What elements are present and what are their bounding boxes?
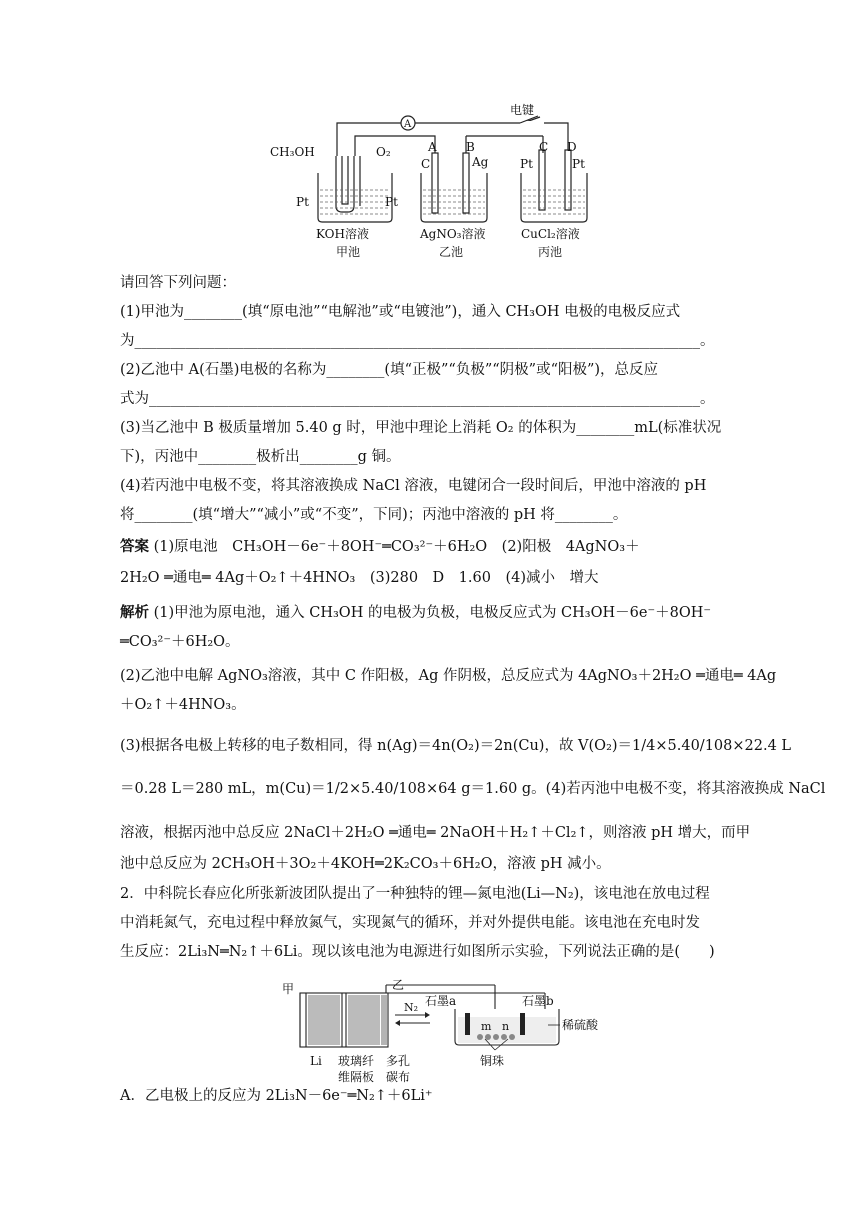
jia-label: 甲 [282, 982, 295, 996]
o2-label: O₂ [376, 145, 391, 159]
n2-label: N₂ [404, 1001, 419, 1014]
pool-yi-label: 乙池 [439, 245, 464, 259]
question-line: 将________(填“增大”“减小”或“不变”，下同)；丙池中溶液的 pH 将________。 [120, 507, 628, 523]
pt-right-label: Pt [385, 195, 398, 209]
analysis-line: 池中总反应为 2CH₃OH＋3O₂＋4KOH═2K₂CO₃＋6H₂O，溶液 pH 减小。 [120, 856, 611, 872]
question-line: 式为____________________________________________________________________________。 [120, 391, 715, 407]
analysis-label: 解析 [120, 605, 149, 621]
koh-solution-label: KOH溶液 [316, 227, 369, 241]
answer-label: 答案 [120, 539, 149, 555]
analysis-line: (3)根据各电极上转移的电子数相同，得 n(Ag)＝4n(O₂)＝2n(Cu)，故 V(O₂)＝1/4×5.40/108×22.4 L [120, 738, 792, 754]
question2-line: 生反应：2Li₃N═N₂↑＋6Li。现以该电池为电源进行如图所示实验，下列说法正确的是( ) [120, 944, 715, 960]
carbon-cloth-label-2: 碳布 [386, 1070, 411, 1084]
graphite-a-label: 石墨a [425, 994, 457, 1008]
m-label: m [481, 1020, 492, 1033]
answer-line-2: 2H₂O ═通电═ 4Ag＋O₂↑＋4HNO₃ (3)280 D 1.60 (4)减小 增大 [120, 570, 599, 586]
question-line: 下)，丙池中________极析出________g 铜。 [120, 449, 401, 465]
question-line: (3)当乙池中 B 极质量增加 5.40 g 时，甲池中理论上消耗 O₂ 的体积为________mL(标准状况 [120, 420, 722, 436]
answer-line [120, 539, 750, 556]
agno3-solution-label: AgNO₃溶液 [420, 227, 486, 241]
yi-label: 乙 [392, 978, 405, 992]
glass-fiber-label-2: 维隔板 [338, 1070, 375, 1084]
analysis-line: ＝0.28 L＝280 mL，m(Cu)＝1/2×5.40/108×64 g＝1.60 g。(4)若丙池中电极不变，将其溶液换成 NaCl [120, 781, 826, 797]
analysis-line [120, 605, 750, 622]
ag-label: Ag [472, 155, 489, 169]
electrode-c-label: C [539, 140, 549, 154]
pool-bing-label: 丙池 [538, 245, 563, 259]
question-line: 请回答下列问题： [120, 275, 236, 291]
glass-fiber-label-1: 玻璃纤 [338, 1054, 375, 1068]
question-line: 为______________________________________________________________________________。 [120, 333, 715, 349]
pt-c-label: Pt [520, 157, 533, 171]
question-line: (1)甲池为________(填“原电池”“电解池”或“电镀池”)，通入 CH₃OH 电极的电极反应式 [120, 304, 681, 320]
electrode-b-label: B [466, 140, 475, 154]
ch3oh-label: CH₃OH [270, 145, 315, 159]
pool-jia-label: 甲池 [336, 245, 361, 259]
dilute-acid-label: 稀硫酸 [562, 1018, 599, 1032]
carbon-cloth-label-1: 多孔 [386, 1054, 411, 1068]
analysis-line: ＋O₂↑＋4HNO₃。 [120, 697, 246, 713]
n-label: n [502, 1020, 510, 1033]
ammeter-label: A [404, 119, 412, 130]
cucl2-solution-label: CuCl₂溶液 [521, 227, 580, 241]
li-n2-battery-figure [270, 975, 600, 1087]
li-label: Li [310, 1054, 322, 1068]
analysis-text: (1)甲池为原电池，通入 CH₃OH 的电极为负极，电极反应式为 CH₃OH－6e⁻＋8OH⁻ [153, 605, 712, 621]
question2-line: 2．中科院长春应化所张新波团队提出了一种独特的锂—氮电池(Li—N₂)，该电池在放电过程 [120, 886, 710, 902]
pt-left-label: Pt [296, 195, 309, 209]
analysis-line: ═CO₃²⁻＋6H₂O。 [120, 634, 240, 650]
electrode-a-label: A [428, 140, 437, 154]
answer-text: (1)原电池 CH₃OH－6e⁻＋8OH⁻═CO₃²⁻＋6H₂O (2)阳极 4AgNO₃＋ [153, 539, 640, 555]
switch-label: 电键 [510, 103, 535, 117]
question-line: (4)若丙池中电极不变，将其溶液换成 NaCl 溶液，电键闭合一段时间后，甲池中溶液的 pH [120, 478, 707, 494]
question2-line: 中消耗氮气，充电过程中释放氮气，实现氮气的循环，并对外提供电能。该电池在充电时发 [120, 915, 700, 931]
question-line: (2)乙池中 A(石墨)电极的名称为________(填“正极”“负极”“阴极”或“阳极”)，总反应 [120, 362, 659, 378]
graphite-b-label: 石墨b [522, 994, 554, 1008]
electrochemical-cells-figure [258, 98, 608, 266]
option-a: A．乙电极上的反应为 2Li₃N－6e⁻═N₂↑＋6Li⁺ [120, 1088, 433, 1104]
analysis-line: 溶液，根据丙池中总反应 2NaCl＋2H₂O ═通电═ 2NaOH＋H₂↑＋Cl₂↑，则溶液 pH 增大，而甲 [120, 825, 751, 841]
copper-beads-label: 铜珠 [480, 1054, 505, 1068]
pt-d-label: Pt [572, 157, 585, 171]
carbon-label: C [421, 157, 431, 171]
analysis-line: (2)乙池中电解 AgNO₃溶液，其中 C 作阳极，Ag 作阴极，总反应式为 4AgNO₃＋2H₂O ═通电═ 4Ag [120, 668, 777, 684]
electrode-d-label: D [567, 140, 577, 154]
